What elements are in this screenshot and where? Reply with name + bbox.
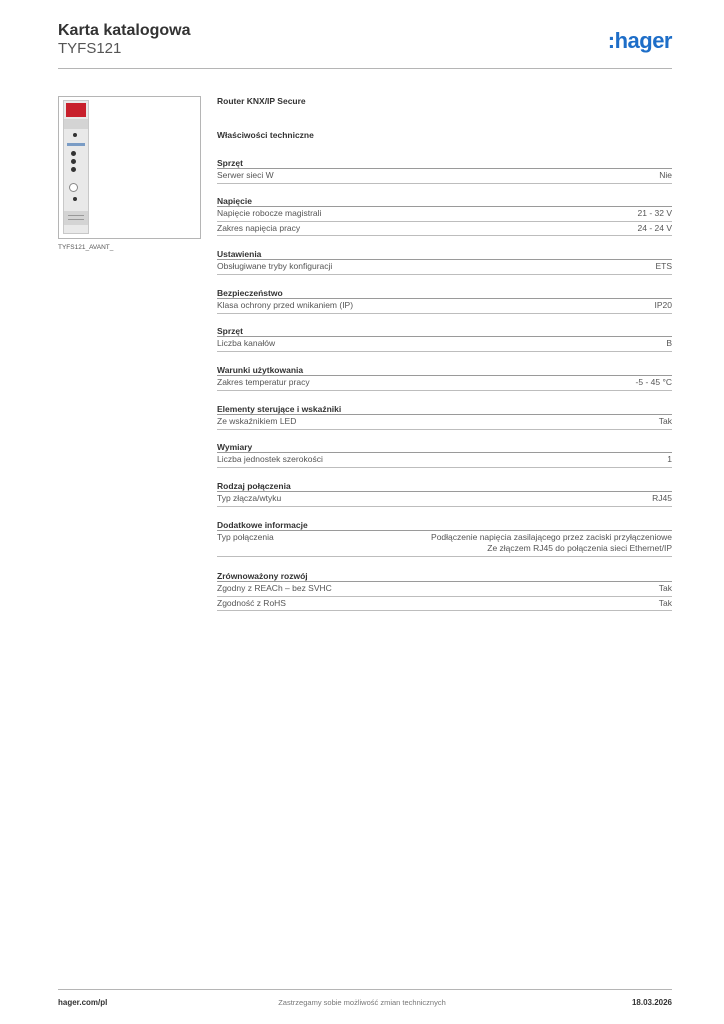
- spec-row: Ze wskaźnikiem LED Tak: [217, 415, 672, 430]
- document-title: Karta katalogowa: [58, 22, 191, 39]
- section-sustainability: Zrównoważony rozwój Zgodny z REACh – bez SVHC Tak Zgodność z RoHS Tak: [217, 570, 672, 611]
- section-security: Bezpieczeństwo Klasa ochrony przed wnikaniem (IP) IP20: [217, 287, 672, 314]
- spec-row: Zgodny z REACh – bez SVHC Tak: [217, 582, 672, 597]
- footer-date: 18.03.2026: [631, 998, 672, 1007]
- footer-divider: [58, 989, 672, 990]
- spec-row: Zakres temperatur pracy -5 - 45 °C: [217, 376, 672, 391]
- header-divider: [58, 68, 672, 69]
- section-additional-info: Dodatkowe informacje Typ połączenia Podłączenie napięcia zasilającego przez zaciski przyłączeniowe Ze złączem RJ45 do połączenia sieci Ethernet/IP: [217, 519, 672, 557]
- spec-row: Napięcie robocze magistrali 21 - 32 V: [217, 207, 672, 222]
- section-hardware: Sprzęt Serwer sieci W Nie: [217, 157, 672, 184]
- footer-website-link[interactable]: hager.com/pl: [58, 998, 108, 1007]
- spec-row: Liczba jednostek szerokości 1: [217, 453, 672, 468]
- section-connection-type: Rodzaj połączenia Typ złącza/wtyku RJ45: [217, 480, 672, 507]
- page-header: [58, 20, 672, 68]
- spec-row: Obsługiwane tryby konfiguracji ETS: [217, 260, 672, 275]
- section-dimensions: Wymiary Liczba jednostek szerokości 1: [217, 441, 672, 468]
- spec-row: Liczba kanałów B: [217, 337, 672, 352]
- spec-row: Klasa ochrony przed wnikaniem (IP) IP20: [217, 299, 672, 314]
- section-settings: Ustawienia Obsługiwane tryby konfiguracji ETS: [217, 248, 672, 275]
- spec-row: Typ złącza/wtyku RJ45: [217, 492, 672, 507]
- footer-disclaimer: Zastrzegamy sobie możliwość zmian technicznych: [278, 998, 446, 1007]
- spec-row: Typ połączenia Podłączenie napięcia zasilającego przez zaciski przyłączeniowe Ze złączem RJ45 do połączenia sieci Ethernet/IP: [217, 531, 672, 557]
- spec-row: Zakres napięcia pracy 24 - 24 V: [217, 222, 672, 237]
- spec-row: Serwer sieci W Nie: [217, 169, 672, 184]
- spec-row: Zgodność z RoHS Tak: [217, 597, 672, 612]
- section-controls-indicators: Elementy sterujące i wskaźniki Ze wskaźnikiem LED Tak: [217, 403, 672, 430]
- technical-properties-heading: Właściwości techniczne: [217, 130, 314, 140]
- product-name: Router KNX/IP Secure: [217, 96, 306, 106]
- section-voltage: Napięcie Napięcie robocze magistrali 21 - 32 V Zakres napięcia pracy 24 - 24 V: [217, 195, 672, 236]
- product-code: TYFS121: [58, 40, 122, 57]
- hager-logo: :hager: [607, 28, 672, 53]
- section-operating-conditions: Warunki użytkowania Zakres temperatur pracy -5 - 45 °C: [217, 364, 672, 391]
- device-illustration: [63, 100, 89, 234]
- section-hardware-2: Sprzęt Liczba kanałów B: [217, 325, 672, 352]
- image-caption: TYFS121_AVANT_: [58, 244, 114, 251]
- product-image: [58, 96, 201, 239]
